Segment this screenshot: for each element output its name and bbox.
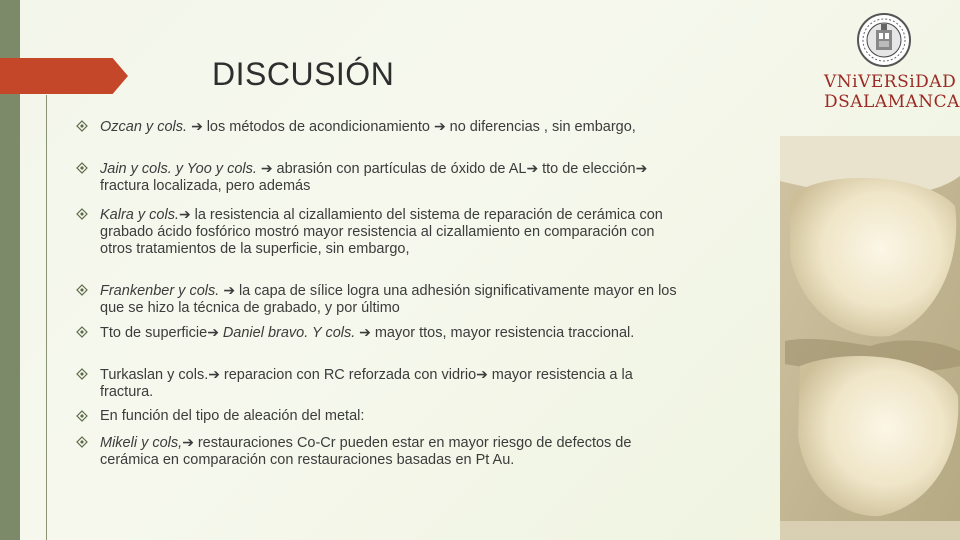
right-arrow-icon: ➔ (207, 324, 223, 340)
citation: Mikeli y cols, (100, 435, 183, 451)
ceramic-teeth-photo (780, 136, 960, 540)
citation: Ozcan y cols. (100, 119, 192, 135)
list-item (76, 408, 686, 425)
list-item (76, 434, 686, 469)
university-seal-icon (856, 12, 912, 68)
right-arrow-icon: ➔ (526, 160, 543, 176)
bullet-text: Tto de superficie (100, 325, 208, 341)
right-arrow-icon: ➔ (223, 282, 239, 298)
right-arrow-icon: ➔ (178, 206, 195, 222)
bullet-text: los métodos de acondicionamiento (206, 119, 434, 135)
right-arrow-icon: ➔ (260, 160, 277, 176)
diamond-bullet-icon (76, 326, 88, 338)
diamond-bullet-icon (76, 436, 88, 448)
list-item (76, 366, 686, 401)
bullet-text: la capa de sílice logra una adhesión significativamente mayor en los que se hizo la técnica de grabado, y por último (100, 283, 677, 316)
citation: Daniel bravo. Y cols. (222, 325, 356, 341)
list-item (76, 324, 686, 342)
right-arrow-icon: ➔ (191, 118, 207, 134)
bullet-text: fractura localizada, pero además (100, 178, 311, 194)
bullet-text: no diferencias , sin embargo, (449, 119, 636, 135)
right-arrow-icon: ➔ (476, 366, 492, 382)
diamond-bullet-icon (76, 162, 88, 174)
diamond-bullet-icon (76, 284, 88, 296)
bullet-text: la resistencia al cizallamiento del sistema de reparación de cerámica con grabado ácido fosfórico mostró mayor resistencia al cizallamiento en comparación con otros tratamientos de la superficie, sin embargo, (100, 207, 663, 257)
list-item (76, 206, 686, 258)
right-arrow-icon: ➔ (182, 434, 198, 450)
bullet-text: En función del tipo de aleación del metal: (100, 408, 365, 424)
list-item (76, 160, 686, 195)
wordmark-line-2: DSALAMANCA (824, 92, 960, 112)
bullet-text: restauraciones Co-Cr pueden estar en mayor riesgo de defectos de cerámica en comparación con restauraciones basadas en Pt Au. (100, 435, 632, 468)
right-arrow-icon: ➔ (355, 324, 375, 340)
citation: Kalra y cols. (100, 207, 179, 223)
citation: Frankenber y cols. (100, 283, 224, 299)
title-accent-arrow (0, 58, 128, 94)
university-wordmark (824, 72, 960, 112)
bullet-text: tto de elección (542, 161, 636, 177)
slide-title: DISCUSIÓN (212, 56, 395, 92)
list-item (76, 118, 686, 136)
left-decor-line (46, 95, 47, 540)
bullet-text: abrasión con partículas de óxido de AL (276, 161, 527, 177)
bullet-text: mayor ttos, mayor resistencia traccional. (374, 325, 635, 341)
bullet-text: Turkaslan y cols. (100, 367, 209, 383)
right-arrow-icon: ➔ (635, 160, 648, 176)
diamond-bullet-icon (76, 410, 88, 422)
bullet-text: mayor resistencia a la fractura. (100, 367, 633, 400)
diamond-bullet-icon (76, 368, 88, 380)
diamond-bullet-icon (76, 120, 88, 132)
wordmark-line-1: VNiVERSiDAD (824, 72, 957, 92)
bullet-text: reparacion con RC reforzada con vidrio (223, 367, 477, 383)
list-item (76, 282, 686, 317)
right-arrow-icon: ➔ (434, 118, 450, 134)
right-arrow-icon: ➔ (208, 366, 224, 382)
citation: Jain y cols. y Yoo y cols. (100, 161, 261, 177)
diamond-bullet-icon (76, 208, 88, 220)
